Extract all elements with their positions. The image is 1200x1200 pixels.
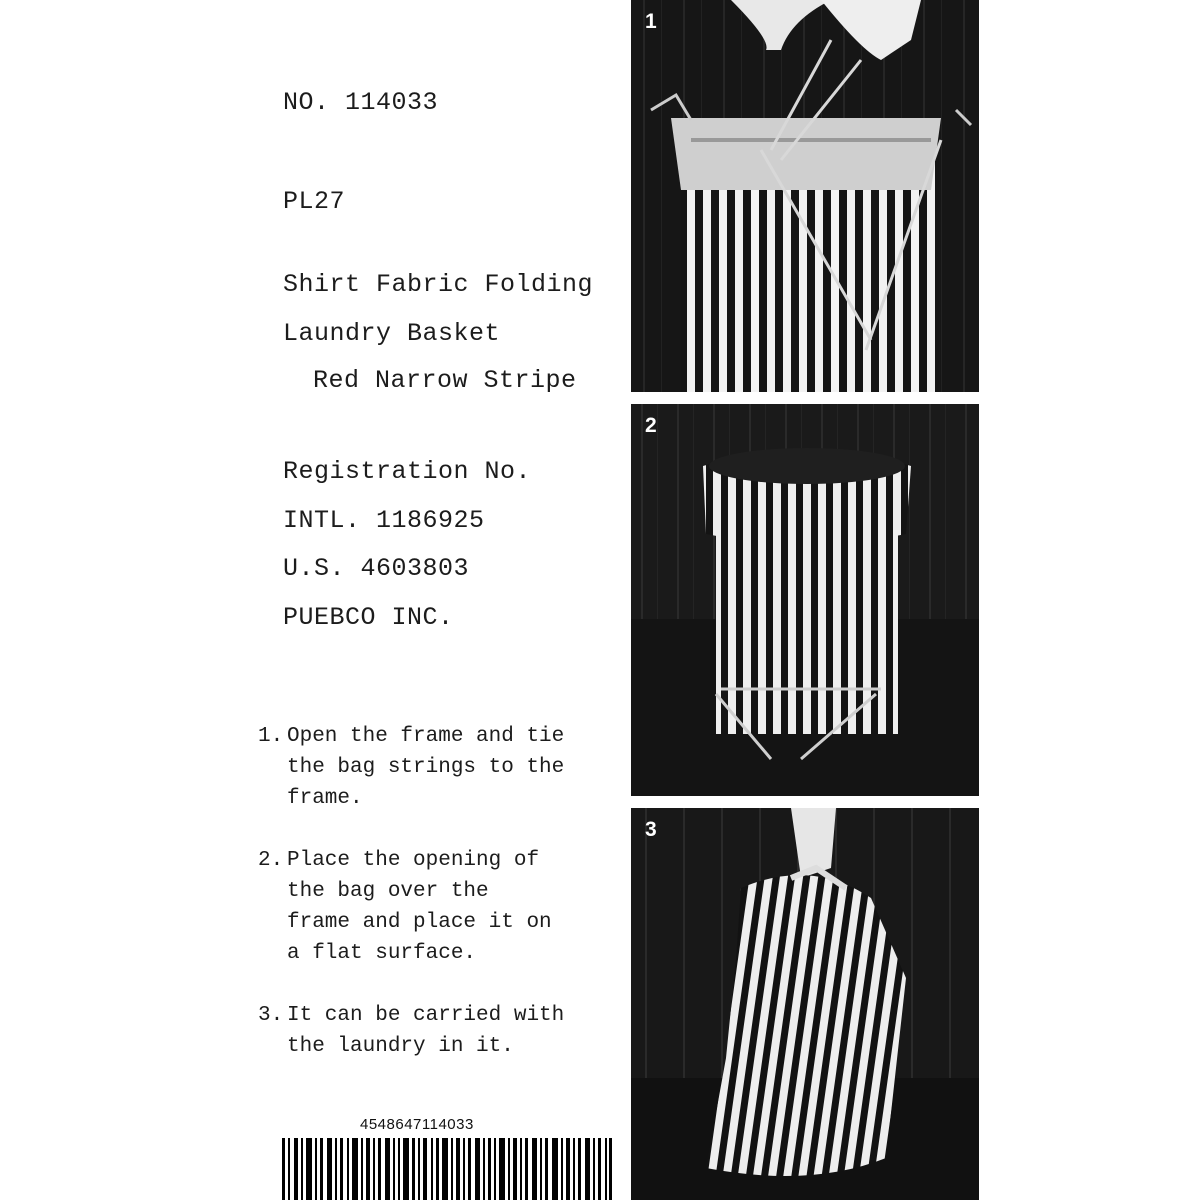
photo-step-2 [631, 404, 979, 796]
step-number: 3 [645, 818, 657, 841]
instruction-number: 2. [258, 849, 284, 872]
product-variant: Red Narrow Stripe [313, 366, 577, 395]
product-code: PL27 [283, 187, 346, 216]
registration-intl: INTL. 1186925 [283, 506, 485, 535]
hands-opening-frame-photo-icon [631, 0, 979, 392]
photo-step-3 [631, 808, 979, 1200]
company-name: PUEBCO INC. [283, 603, 454, 632]
carried-bag-photo-icon [631, 808, 979, 1200]
product-number: NO. 114033 [283, 88, 439, 117]
barcode-icon [282, 1138, 612, 1200]
photo-step-1 [631, 0, 979, 392]
registration-us: U.S. 4603803 [283, 554, 470, 583]
instruction-text: Open the frame and tie the bag strings to the frame. [287, 725, 565, 810]
step-number: 1 [645, 10, 657, 33]
basket-on-frame-photo-icon [631, 404, 979, 796]
instruction-number: 3. [258, 1004, 284, 1027]
product-name-line2: Laundry Basket [283, 319, 501, 348]
instruction-step-1 [258, 721, 588, 814]
registration-heading: Registration No. [283, 457, 532, 486]
instruction-number: 1. [258, 725, 284, 748]
product-name-line1: Shirt Fabric Folding [283, 270, 594, 299]
barcode-number: 4548647114033 [360, 1116, 474, 1133]
step-number: 2 [645, 414, 657, 437]
instruction-step-3 [258, 1000, 588, 1062]
instruction-text: It can be carried with the laundry in it. [287, 1004, 565, 1058]
instruction-step-2 [258, 845, 588, 969]
instruction-text: Place the opening of the bag over the frame and place it on a flat surface. [287, 849, 552, 965]
